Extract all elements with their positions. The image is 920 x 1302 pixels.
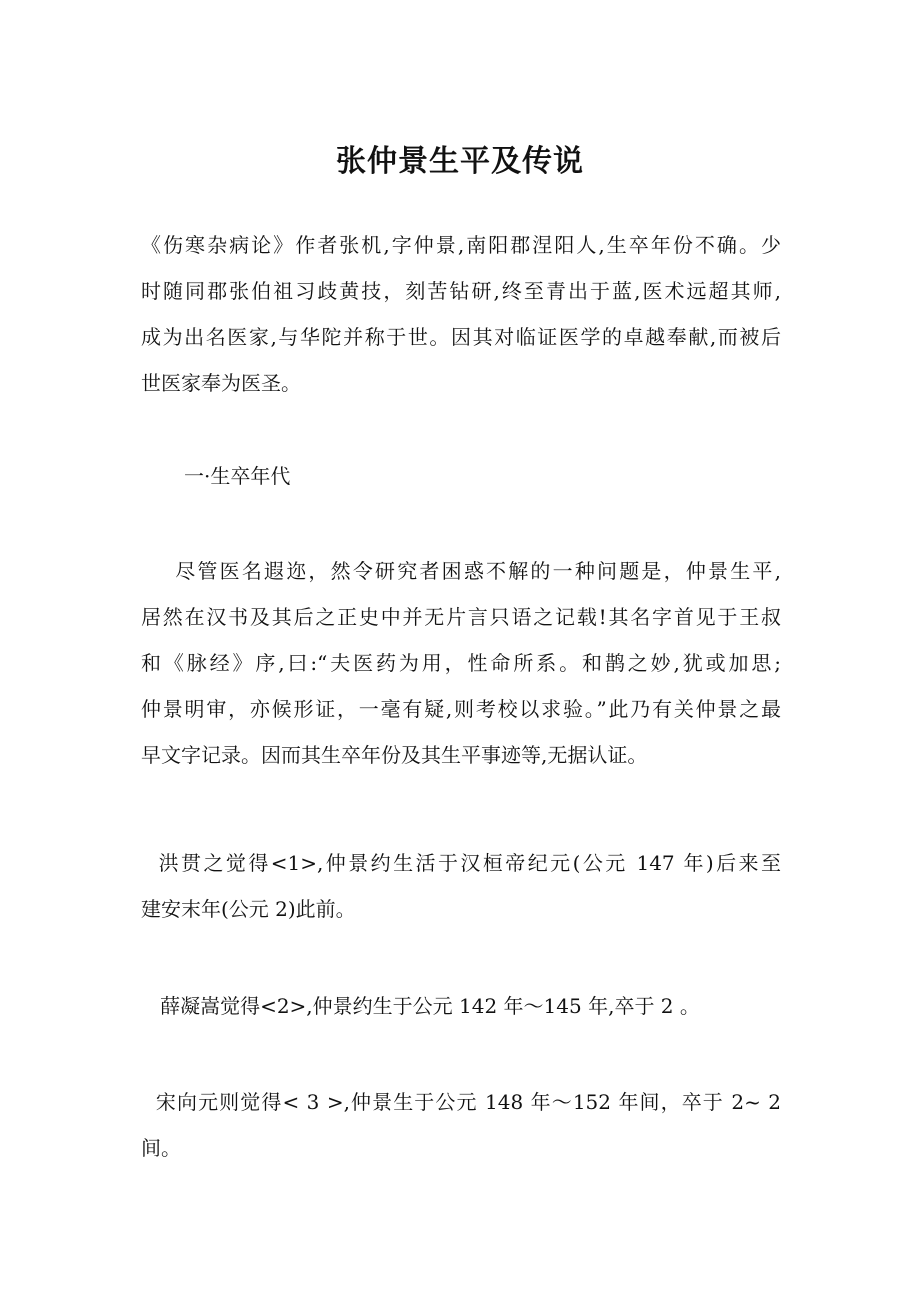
text-line: 居然在汉书及其后之正史中并无片言只语之记载!其名字首见于王叔	[141, 605, 781, 629]
text-line: 建安末年(公元 2)此前。	[141, 897, 356, 921]
document-title: 张仲景生平及传说	[336, 144, 584, 179]
text-line: 和《脉经》序,曰:“夫医药为用，性命所系。和鹊之妙,犹或加思;	[141, 651, 781, 675]
text-line: 仲景明审，亦候形证，一毫有疑,则考校以求验。”此乃有关仲景之最	[141, 697, 781, 721]
text-line: 《伤寒杂病论》作者张机,字仲景,南阳郡涅阳人,生卒年份不确。少	[141, 233, 781, 257]
text-line: 间。	[141, 1136, 181, 1160]
section-heading	[184, 453, 824, 499]
text-line: 世医家奉为医圣。	[141, 371, 301, 395]
paragraph-4	[141, 1079, 781, 1171]
paragraph-1	[141, 548, 781, 778]
paragraph-2	[141, 840, 781, 932]
text-line: 成为出名医家,与华陀并称于世。因其对临证医学的卓越奉献,而被后	[141, 325, 781, 349]
text-line: 早文字记录。因而其生卒年份及其生平事迹等,无据认证。	[141, 743, 648, 767]
text-line: 薛凝嵩觉得<2>,仲景约生于公元 142 年～145 年,卒于 2 。	[141, 994, 700, 1018]
text-line: 宋向元则觉得< 3 >,仲景生于公元 148 年～152 年间，卒于 2~ 2	[141, 1090, 781, 1114]
intro-paragraph	[141, 222, 781, 406]
text-line: 尽管医名遐迩，然令研究者困惑不解的一种问题是，仲景生平,	[141, 559, 781, 583]
paragraph-3	[141, 983, 781, 1029]
section-heading-text: 一·生卒年代	[184, 464, 291, 488]
text-line: 时随同郡张伯祖习歧黄技，刻苦钻研,终至青出于蓝,医术远超其师,	[141, 279, 781, 303]
text-line: 洪贯之觉得<1>,仲景约生活于汉桓帝纪元(公元 147 年)后来至	[141, 851, 781, 875]
